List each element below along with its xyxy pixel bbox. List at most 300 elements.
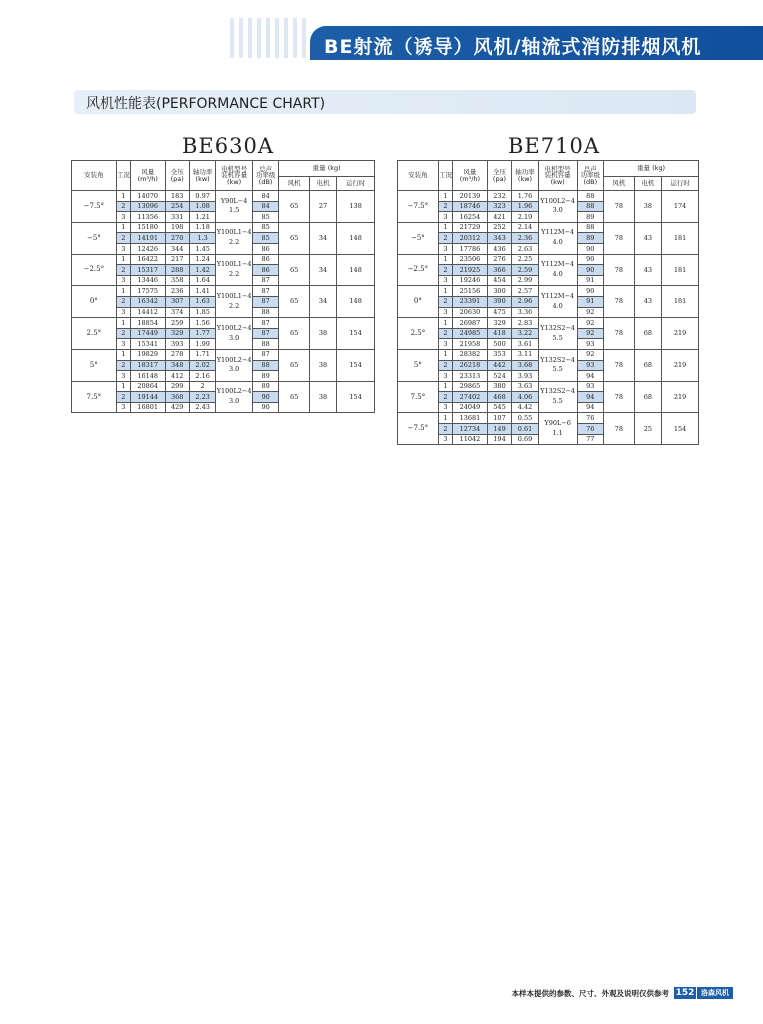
cell-motor [538, 222, 577, 254]
cell-airflow: 15341 [130, 339, 165, 350]
cell-shaft-power: 1.64 [189, 275, 215, 286]
cell-pressure: 344 [165, 243, 189, 254]
cell-airflow: 23313 [453, 371, 488, 382]
cell-shaft-power: 0.61 [512, 424, 539, 435]
cell-airflow: 12734 [453, 424, 488, 435]
cell-weight-motor: 38 [309, 349, 336, 381]
cell-noise: 84 [252, 201, 278, 212]
cell-shaft-power: 1.21 [189, 212, 215, 223]
motor-model: Y90L−4 [220, 196, 248, 205]
cell-condition: 3 [438, 243, 452, 254]
cell-shaft-power: 1.96 [512, 201, 539, 212]
cell-airflow: 13446 [130, 275, 165, 286]
cell-condition: 3 [116, 371, 130, 382]
cell-noise: 91 [577, 296, 604, 307]
header-angle: 安装角 [72, 161, 117, 191]
cell-condition: 2 [116, 201, 130, 212]
cell-pressure: 331 [165, 212, 189, 223]
cell-airflow: 21925 [453, 265, 488, 276]
table-row [398, 286, 699, 297]
cell-condition: 3 [116, 243, 130, 254]
motor-model: Y100L1−4 [216, 291, 252, 300]
cell-noise: 85 [252, 212, 278, 223]
motor-power: 2.2 [228, 301, 240, 310]
cell-motor [538, 349, 577, 381]
motor-power: 5.5 [552, 365, 563, 374]
cell-condition: 3 [116, 339, 130, 350]
cell-weight-fan: 78 [604, 286, 635, 318]
cell-weight-fan: 78 [604, 222, 635, 254]
cell-condition: 1 [116, 318, 130, 329]
cell-pressure: 149 [487, 424, 511, 435]
motor-power: 3.0 [228, 365, 240, 374]
table-row [398, 222, 699, 233]
cell-condition: 2 [438, 296, 452, 307]
header-pressure: 全压 (pa) [165, 161, 189, 191]
cell-airflow: 14191 [130, 233, 165, 244]
cell-noise: 93 [577, 360, 604, 371]
header-angle: 安装角 [398, 161, 439, 191]
page-number: 152 [675, 988, 695, 998]
motor-power: 4.0 [552, 301, 563, 310]
cell-angle: 0° [72, 286, 117, 318]
cell-shaft-power: 1.45 [189, 243, 215, 254]
cell-pressure: 278 [165, 349, 189, 360]
header-airflow: 风量 (m³/h) [130, 161, 165, 191]
cell-pressure: 259 [165, 318, 189, 329]
cell-noise: 77 [577, 434, 604, 445]
cell-pressure: 412 [165, 371, 189, 382]
cell-condition: 3 [438, 307, 452, 318]
cell-angle: −2.5° [398, 254, 439, 286]
cell-noise: 90 [577, 265, 604, 276]
cell-shaft-power: 0.55 [512, 413, 539, 424]
cell-condition: 1 [438, 254, 452, 265]
motor-model: Y100L2−4 [216, 387, 252, 396]
cell-condition: 3 [116, 275, 130, 286]
motor-power: 3.0 [228, 397, 240, 406]
cell-pressure: 236 [165, 286, 189, 297]
cell-airflow: 28382 [453, 349, 488, 360]
cell-condition: 1 [116, 254, 130, 265]
cell-noise: 87 [252, 318, 278, 329]
cell-pressure: 323 [487, 201, 511, 212]
cell-airflow: 23506 [453, 254, 488, 265]
cell-shaft-power: 2.99 [512, 275, 539, 286]
cell-condition: 3 [438, 371, 452, 382]
table-row [72, 254, 375, 265]
cell-pressure: 436 [487, 243, 511, 254]
cell-pressure: 270 [165, 233, 189, 244]
cell-motor [216, 286, 253, 318]
cell-airflow: 26218 [453, 360, 488, 371]
cell-weight-run: 181 [662, 254, 699, 286]
header-condition: 工况 [438, 161, 452, 191]
cell-shaft-power: 2.63 [512, 243, 539, 254]
performance-table-right [397, 160, 699, 445]
cell-shaft-power: 2 [189, 381, 215, 392]
brand-label: 洛森风机 [697, 987, 733, 999]
cell-airflow: 15180 [130, 222, 165, 233]
cell-condition: 2 [116, 360, 130, 371]
cell-noise: 85 [252, 233, 278, 244]
cell-shaft-power: 1.3 [189, 233, 215, 244]
cell-airflow: 24049 [453, 402, 488, 413]
header-shaft-power: 轴功率 (kw) [512, 161, 539, 191]
cell-airflow: 21958 [453, 339, 488, 350]
cell-noise: 93 [577, 381, 604, 392]
cell-angle: −7.5° [398, 413, 439, 445]
cell-pressure: 358 [165, 275, 189, 286]
table-row [72, 222, 375, 233]
motor-model: Y100L2−4 [540, 196, 576, 205]
cell-shaft-power: 0.69 [512, 434, 539, 445]
cell-noise: 90 [577, 286, 604, 297]
table-row [72, 191, 375, 202]
cell-motor [538, 318, 577, 350]
cell-shaft-power: 2.36 [512, 233, 539, 244]
cell-noise: 92 [577, 307, 604, 318]
cell-angle: −5° [72, 222, 117, 254]
cell-angle: −5° [398, 222, 439, 254]
cell-noise: 88 [252, 307, 278, 318]
cell-condition: 1 [438, 349, 452, 360]
cell-condition: 1 [116, 191, 130, 202]
banner-title: BE射流（诱导）风机/轴流式消防排烟风机 [324, 36, 702, 58]
cell-airflow: 19829 [130, 349, 165, 360]
cell-weight-motor: 68 [634, 381, 662, 413]
cell-shaft-power: 1.41 [189, 286, 215, 297]
cell-condition: 3 [116, 402, 130, 413]
cell-weight-motor: 68 [634, 349, 662, 381]
cell-weight-run: 174 [662, 191, 699, 223]
cell-weight-fan: 65 [279, 318, 310, 350]
cell-pressure: 288 [165, 265, 189, 276]
cell-angle: 2.5° [72, 318, 117, 350]
cell-pressure: 421 [487, 212, 511, 223]
cell-airflow: 14070 [130, 191, 165, 202]
cell-airflow: 17786 [453, 243, 488, 254]
motor-power: 5.5 [552, 397, 563, 406]
cell-shaft-power: 2.59 [512, 265, 539, 276]
cell-noise: 87 [252, 296, 278, 307]
motor-model: Y132S2−4 [540, 387, 576, 396]
footer [0, 987, 763, 1001]
header-weight-run: 运行时 [662, 177, 699, 191]
cell-condition: 2 [438, 233, 452, 244]
cell-shaft-power: 3.22 [512, 328, 539, 339]
motor-model: Y112M−4 [541, 260, 575, 269]
table-row [398, 254, 699, 265]
cell-condition: 2 [116, 233, 130, 244]
cell-shaft-power: 3.68 [512, 360, 539, 371]
cell-shaft-power: 2.96 [512, 296, 539, 307]
header-weight: 重量 (kg) [604, 161, 699, 177]
cell-shaft-power: 4.06 [512, 392, 539, 403]
top-banner [0, 0, 763, 66]
cell-noise: 89 [577, 212, 604, 223]
cell-noise: 94 [577, 371, 604, 382]
cell-pressure: 307 [165, 296, 189, 307]
cell-noise: 87 [252, 328, 278, 339]
section-header [74, 90, 696, 114]
cell-pressure: 390 [487, 296, 511, 307]
cell-motor [538, 191, 577, 223]
cell-noise: 86 [252, 254, 278, 265]
cell-pressure: 252 [487, 222, 511, 233]
cell-airflow: 18317 [130, 360, 165, 371]
cell-noise: 89 [252, 371, 278, 382]
cell-airflow: 11356 [130, 212, 165, 223]
header-weight-run: 运行时 [337, 177, 375, 191]
cell-weight-motor: 25 [634, 413, 662, 445]
cell-noise: 86 [252, 265, 278, 276]
cell-motor [216, 222, 253, 254]
cell-noise: 87 [252, 275, 278, 286]
cell-noise: 90 [577, 254, 604, 265]
cell-airflow: 16254 [453, 212, 488, 223]
cell-weight-run: 154 [337, 381, 375, 413]
cell-pressure: 329 [165, 328, 189, 339]
motor-power: 2.2 [228, 269, 240, 278]
header-airflow: 风量 (m³/h) [453, 161, 488, 191]
cell-shaft-power: 1.56 [189, 318, 215, 329]
cell-shaft-power: 2.19 [512, 212, 539, 223]
cell-pressure: 329 [487, 318, 511, 329]
cell-shaft-power: 3.63 [512, 381, 539, 392]
cell-condition: 1 [116, 222, 130, 233]
cell-condition: 2 [116, 392, 130, 403]
cell-noise: 76 [577, 413, 604, 424]
cell-pressure: 454 [487, 275, 511, 286]
header-condition: 工况 [116, 161, 130, 191]
motor-power: 1.1 [552, 428, 563, 437]
cell-noise: 90 [252, 402, 278, 413]
performance-table-left [71, 160, 375, 413]
cell-shaft-power: 2.83 [512, 318, 539, 329]
model-title-right: BE710A [508, 134, 601, 158]
cell-weight-run: 219 [662, 318, 699, 350]
motor-model: Y100L1−4 [216, 228, 252, 237]
cell-weight-fan: 65 [279, 349, 310, 381]
table-row [72, 349, 375, 360]
cell-pressure: 232 [487, 191, 511, 202]
cell-noise: 85 [252, 222, 278, 233]
cell-shaft-power: 3.11 [512, 349, 539, 360]
cell-condition: 3 [438, 402, 452, 413]
cell-weight-motor: 43 [634, 254, 662, 286]
cell-condition: 3 [116, 307, 130, 318]
table-row [398, 349, 699, 360]
cell-airflow: 20312 [453, 233, 488, 244]
cell-airflow: 16422 [130, 254, 165, 265]
cell-airflow: 15317 [130, 265, 165, 276]
cell-airflow: 13096 [130, 201, 165, 212]
cell-weight-motor: 38 [634, 191, 662, 223]
motor-power: 1.5 [228, 206, 240, 215]
cell-weight-run: 181 [662, 286, 699, 318]
cell-condition: 1 [438, 381, 452, 392]
cell-angle: 0° [398, 286, 439, 318]
cell-shaft-power: 2.14 [512, 222, 539, 233]
cell-noise: 87 [252, 349, 278, 360]
cell-pressure: 276 [487, 254, 511, 265]
cell-airflow: 16801 [130, 402, 165, 413]
header-weight-motor: 电机 [634, 177, 662, 191]
cell-pressure: 194 [487, 434, 511, 445]
cell-weight-fan: 65 [279, 381, 310, 413]
cell-noise: 90 [577, 243, 604, 254]
motor-model: Y100L2−4 [216, 323, 252, 332]
cell-airflow: 29865 [453, 381, 488, 392]
cell-motor [538, 381, 577, 413]
cell-angle: −2.5° [72, 254, 117, 286]
cell-airflow: 17449 [130, 328, 165, 339]
cell-weight-motor: 43 [634, 222, 662, 254]
cell-shaft-power: 2.02 [189, 360, 215, 371]
cell-weight-motor: 27 [309, 191, 336, 223]
cell-weight-run: 219 [662, 381, 699, 413]
motor-model: Y112M−4 [541, 228, 575, 237]
header-weight-fan: 风机 [604, 177, 635, 191]
cell-shaft-power: 2.16 [189, 371, 215, 382]
cell-pressure: 343 [487, 233, 511, 244]
cell-shaft-power: 1.85 [189, 307, 215, 318]
header-noise: 总声 功率级 (dB) [252, 161, 278, 191]
cell-weight-motor: 34 [309, 222, 336, 254]
cell-shaft-power: 1.77 [189, 328, 215, 339]
banner-decoration [230, 18, 310, 58]
cell-weight-fan: 78 [604, 318, 635, 350]
cell-pressure: 500 [487, 339, 511, 350]
cell-condition: 1 [438, 191, 452, 202]
cell-noise: 93 [577, 339, 604, 350]
motor-model: Y132S2−4 [540, 355, 576, 364]
cell-weight-fan: 65 [279, 191, 310, 223]
cell-noise: 89 [577, 233, 604, 244]
cell-noise: 92 [577, 328, 604, 339]
header-weight-fan: 风机 [279, 177, 310, 191]
cell-shaft-power: 1.63 [189, 296, 215, 307]
header-motor: 电机型号 装机容量 (kw) [538, 161, 577, 191]
cell-noise: 88 [252, 360, 278, 371]
motor-power: 4.0 [552, 238, 563, 247]
cell-condition: 3 [116, 212, 130, 223]
cell-airflow: 11042 [453, 434, 488, 445]
table-row [398, 413, 699, 424]
footer-disclaimer: 本样本提供的参数、尺寸、外观及说明仅供参考 [511, 989, 669, 998]
cell-pressure: 380 [487, 381, 511, 392]
cell-airflow: 20139 [453, 191, 488, 202]
motor-model: Y132S2−4 [540, 323, 576, 332]
cell-noise: 88 [577, 191, 604, 202]
cell-angle: −7.5° [398, 191, 439, 223]
cell-noise: 92 [577, 349, 604, 360]
cell-airflow: 21729 [453, 222, 488, 233]
cell-shaft-power: 2.23 [189, 392, 215, 403]
cell-noise: 88 [577, 222, 604, 233]
cell-pressure: 348 [165, 360, 189, 371]
cell-pressure: 254 [165, 201, 189, 212]
cell-weight-run: 219 [662, 349, 699, 381]
cell-weight-fan: 78 [604, 191, 635, 223]
cell-pressure: 183 [165, 191, 189, 202]
cell-shaft-power: 1.71 [189, 349, 215, 360]
cell-noise: 90 [252, 392, 278, 403]
cell-weight-run: 154 [337, 349, 375, 381]
cell-shaft-power: 1.76 [512, 191, 539, 202]
cell-noise: 94 [577, 402, 604, 413]
model-title-left: BE630A [182, 134, 275, 158]
cell-motor [216, 318, 253, 350]
header-weight: 重量 (kg) [279, 161, 375, 177]
cell-condition: 2 [438, 392, 452, 403]
cell-weight-fan: 78 [604, 254, 635, 286]
cell-noise: 89 [252, 381, 278, 392]
cell-weight-motor: 34 [309, 286, 336, 318]
cell-noise: 94 [577, 392, 604, 403]
cell-noise: 84 [252, 191, 278, 202]
cell-motor [216, 381, 253, 413]
cell-weight-fan: 78 [604, 349, 635, 381]
motor-model: Y100L1−4 [216, 260, 252, 269]
cell-airflow: 20864 [130, 381, 165, 392]
cell-pressure: 429 [165, 402, 189, 413]
cell-motor [538, 286, 577, 318]
motor-power: 3.0 [552, 206, 563, 215]
header-shaft-power: 轴功率 (kw) [189, 161, 215, 191]
cell-pressure: 442 [487, 360, 511, 371]
cell-condition: 3 [438, 434, 452, 445]
cell-angle: 5° [72, 349, 117, 381]
cell-airflow: 12426 [130, 243, 165, 254]
cell-condition: 1 [116, 349, 130, 360]
cell-airflow: 24985 [453, 328, 488, 339]
cell-airflow: 18854 [130, 318, 165, 329]
cell-shaft-power: 1.08 [189, 201, 215, 212]
cell-pressure: 524 [487, 371, 511, 382]
cell-shaft-power: 1.24 [189, 254, 215, 265]
cell-pressure: 393 [165, 339, 189, 350]
motor-model: Y90L−6 [544, 419, 571, 428]
cell-noise: 76 [577, 424, 604, 435]
cell-weight-fan: 78 [604, 413, 635, 445]
cell-angle: 7.5° [72, 381, 117, 413]
cell-motor [538, 254, 577, 286]
cell-noise: 88 [252, 339, 278, 350]
header-weight-motor: 电机 [309, 177, 336, 191]
cell-weight-run: 138 [337, 191, 375, 223]
cell-shaft-power: 3.36 [512, 307, 539, 318]
cell-shaft-power: 4.42 [512, 402, 539, 413]
cell-shaft-power: 1.18 [189, 222, 215, 233]
cell-noise: 88 [577, 201, 604, 212]
cell-noise: 86 [252, 243, 278, 254]
cell-pressure: 366 [487, 265, 511, 276]
cell-angle: 5° [398, 349, 439, 381]
cell-shaft-power: 3.93 [512, 371, 539, 382]
header-noise: 总声 功率级 (dB) [577, 161, 604, 191]
cell-airflow: 18746 [453, 201, 488, 212]
table-body-right [398, 191, 699, 445]
cell-weight-run: 148 [337, 286, 375, 318]
table-row [72, 381, 375, 392]
cell-condition: 3 [438, 212, 452, 223]
cell-noise: 91 [577, 275, 604, 286]
cell-weight-run: 154 [337, 318, 375, 350]
cell-motor [538, 413, 577, 445]
cell-airflow: 27402 [453, 392, 488, 403]
